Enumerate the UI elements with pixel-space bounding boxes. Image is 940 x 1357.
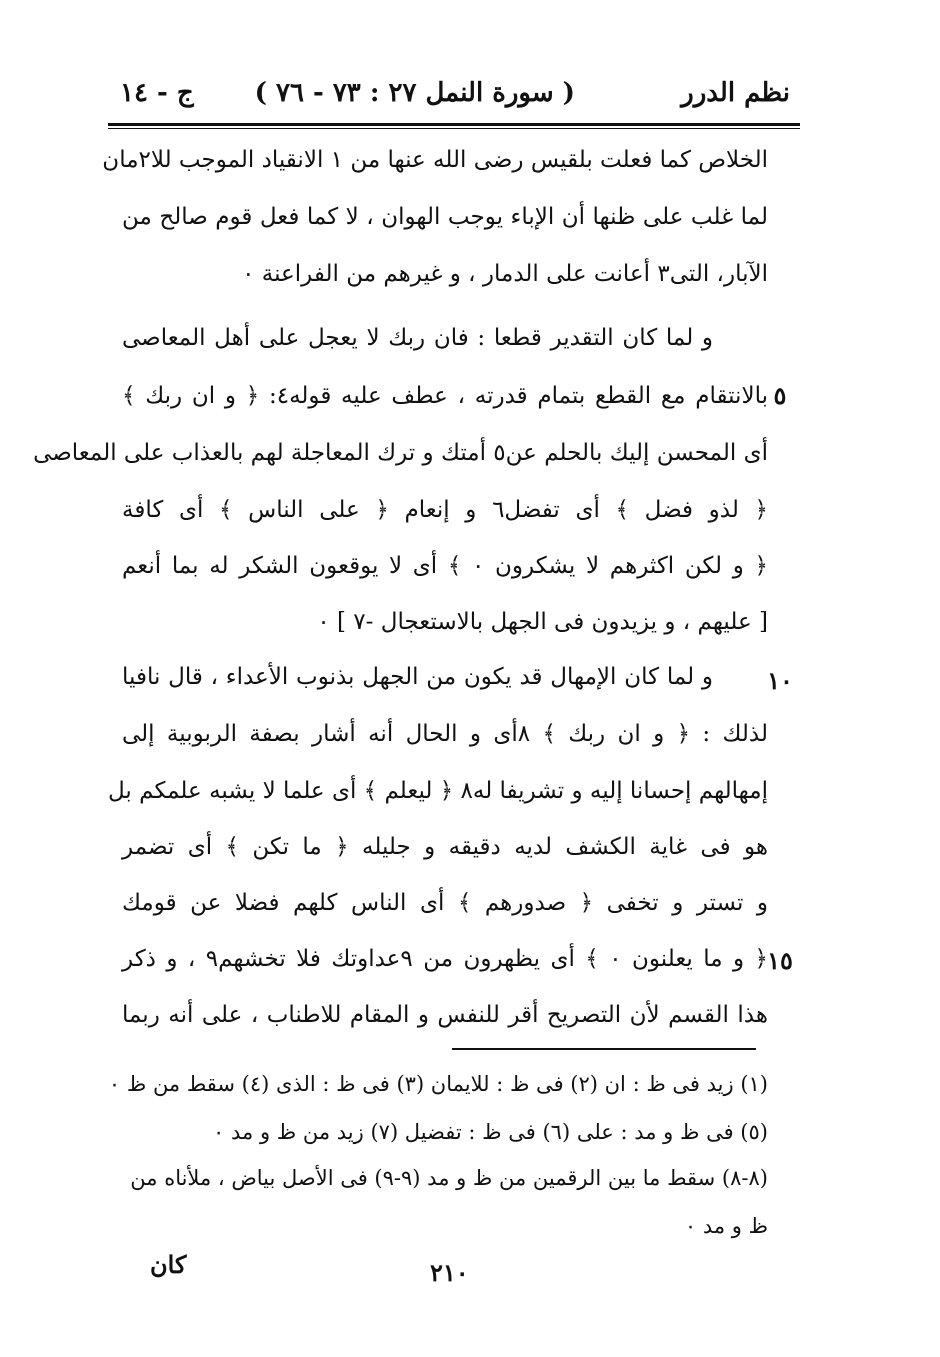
line-number: ١٠	[767, 666, 793, 695]
text-line: ﴿ و لكن اكثرهم لا يشكرون ٠ ﴾ أى لا يوقعون الشكر له بما أنعم	[122, 553, 768, 579]
footnote-rule	[452, 1048, 756, 1050]
footnote-line: (٨-٨) سقط ما بين الرقمين من ظ و مد (٩-٩) فى الأصل بياض ، ملأناه من	[130, 1166, 768, 1190]
volume-number: ج - ١٤	[120, 78, 194, 108]
footnote-line: (١) زيد فى ظ : ان (٢) فى ظ : للايمان (٣) فى ظ : الذى (٤) سقط من ظ ٠	[108, 1072, 768, 1096]
text-line: لذلك : ﴿ و ان ربك ﴾ ٨أى و الحال أنه أشار بصفة الربوبية إلى	[122, 721, 768, 747]
text-line: الخلاص كما فعلت بلقيس رضى الله عنها من ١ الانقياد الموجب للا٢مان	[102, 147, 768, 173]
line-number: ١٥	[767, 946, 793, 975]
text-line: و لما كان الإمهال قد يكون من الجهل بذنوب الأعداء ، قال نافيا	[122, 664, 713, 690]
text-line: أى المحسن إليك بالحلم عن٥ أمتك و ترك المعاجلة لهم بالعذاب على المعاصى	[33, 440, 768, 466]
text-line: ﴿ لذو فضل ﴾ أى تفضل٦ و إنعام ﴿ على الناس ﴾ أى كافة	[122, 497, 768, 523]
text-line: لما غلب على ظنها أن الإباء يوجب الهوان ، لا كما فعل قوم صالح من	[122, 204, 768, 230]
text-line: هو فى غاية الكشف لديه دقيقه و جليله ﴿ ما تكن ﴾ أى تضمر	[122, 834, 768, 860]
text-line: و لما كان التقدير قطعا : فان ربك لا يعجل على أهل المعاصى	[122, 325, 713, 351]
footnote-line: ظ و مد ٠	[684, 1214, 768, 1238]
line-number: ٥	[773, 381, 787, 410]
text-line: إمهالهم إحسانا إليه و تشريفا له٨ ﴿ ليعلم ﴾ أى علما لا يشبه علمكم بل	[108, 778, 768, 804]
footnote-line: (٥) فى ظ و مد : على (٦) فى ظ : تفضيل (٧) زيد من ظ و مد ٠	[213, 1120, 768, 1144]
text-line: بالانتقام مع القطع بتمام قدرته ، عطف عليه قوله٤: ﴿ و ان ربك ﴾	[122, 383, 768, 409]
text-line: [ عليهم ، و يزيدون فى الجهل بالاستعجال -٧ ] ٠	[317, 609, 768, 635]
text-line: و تستر و تخفى ﴿ صدورهم ﴾ أى الناس كلهم فضلا عن قومك	[122, 890, 768, 916]
header-rule	[108, 123, 800, 129]
catchword: كان	[150, 1250, 187, 1279]
page-number: ٢١٠	[430, 1258, 469, 1287]
text-line: هذا القسم لأن التصريح أقر للنفس و المقام للاطناب ، على أنه ربما	[122, 1002, 768, 1028]
text-line: الآبار، التى٣ أعانت على الدمار ، و غيرهم من الفراعنة ٠	[242, 261, 768, 287]
running-header	[120, 78, 790, 118]
text-line: ﴿ و ما يعلنون ٠ ﴾ أى يظهرون من ٩عداوتك فلا تخشهم٩ ، و ذكر	[122, 946, 769, 972]
book-title: نظم الدرر	[681, 78, 790, 108]
surah-reference: ( سورة النمل ٢٧ : ٧٣ - ٧٦ )	[254, 78, 575, 108]
